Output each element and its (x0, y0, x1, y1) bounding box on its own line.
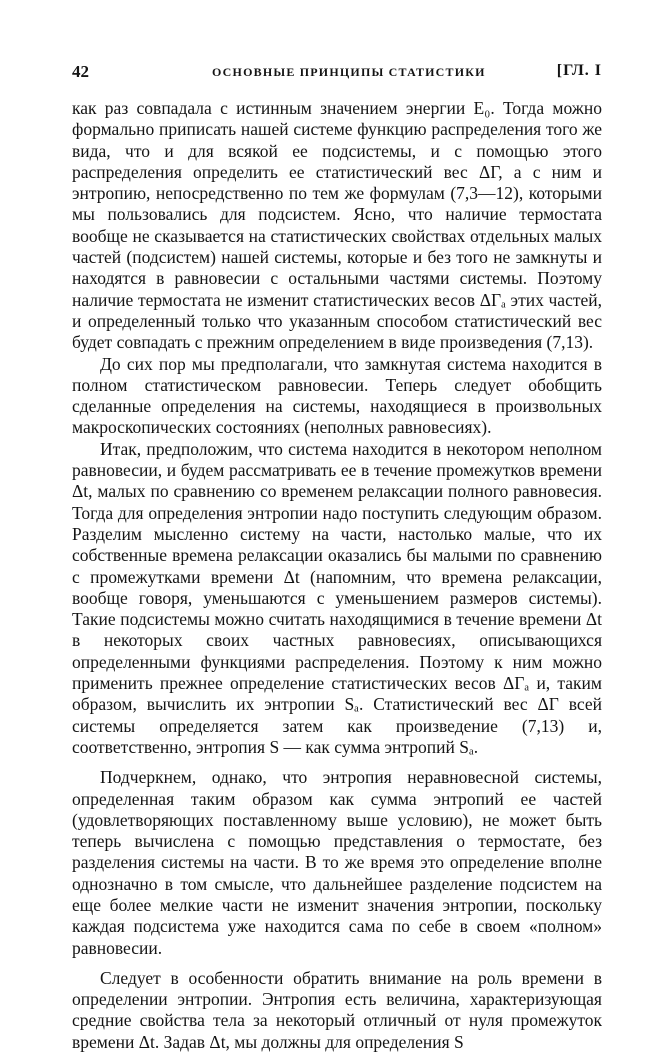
body-text (72, 98, 602, 1053)
paragraph-role-of-time: Следует в особенности обратить внимание на роль времени в определении энтропии. Энтропия есть величина, характеризующая средние свойства тела за некоторый отличный от нуля промежуток времени Δt. Задав Δt, мы должны для определения S (72, 967, 602, 1052)
paragraph-closed-system: До сих пор мы предполагали, что замкнутая система находится в полном статистическом равновесии. Теперь следует обобщить сделанные определения на системы, находящиеся в произвольных макроскопических состояниях (неполных равновесиях). (72, 353, 602, 438)
chapter-label: [ГЛ. I (556, 62, 602, 79)
paragraph-nonequilibrium-entropy: Подчеркнем, однако, что энтропия неравновесной системы, определенная таким образом как сумма энтропий ее частей (удовлетворяющих поставленному выше условию), не может быть теперь вычислена с помощью представления о термостате, без разделения системы на части. В то же время это определение вполне однозначно в том смысле, что дальнейшее разделение подсистем на еще более мелкие части не изменит значения энтропии, поскольку каждая подсистема уже находится сама по себе в своем «полном» равновесии. (72, 767, 602, 958)
page-header (72, 62, 602, 86)
paragraph-partial-equilibrium: Итак, предположим, что система находится в некотором неполном равновесии, и будем рассматривать ее в течение промежутков времени Δt, малых по сравнению со временем релаксации полного равновесия. Тогда для определения энтропии надо поступить следующим образом. Разделим мысленно систему на части, настолько малые, что их собственные времена релаксации оказались бы малыми по сравнению с промежутками времени Δt (напомним, что времена релаксации, вообще говоря, уменьшаются с уменьшением размеров системы). Такие подсистемы можно считать находящимися в течение времени Δt в некоторых своих частных равновесиях, описывающихся определенными функциями распределения. Поэтому к ним можно применить прежнее определение статистических весов ΔΓₐ и, таким образом, вычислить их энтропии Sₐ. Статистический вес ΔΓ всей системы определяется затем как произведение (7,13) и, соответственно, энтропия S — как сумма энтропий Sₐ. (72, 438, 602, 757)
page-number: 42 (72, 62, 89, 81)
running-title: ОСНОВНЫЕ ПРИНЦИПЫ СТАТИСТИКИ (212, 65, 486, 79)
paragraph-continuation: как раз совпадала с истинным значением энергии E₀. Тогда можно формально приписать нашей системе функцию распределения того же вида, что и для всякой ее подсистемы, и с помощью этого распределения определить ее статистический вес ΔΓ, а с ним и энтропию, непосредственно по тем же формулам (7,3—12), которыми мы пользовались для подсистем. Ясно, что наличие термостата вообще не сказывается на статистических свойствах отдельных малых частей (подсистем) нашей системы, которые и без того не замкнуты и находятся в равновесии с остальными частями системы. Поэтому наличие термостата не изменит статистических весов ΔΓₐ этих частей, и определенный только что указанным способом статистический вес будет совпадать с прежним определением в виде произведения (7,13). (72, 98, 602, 353)
